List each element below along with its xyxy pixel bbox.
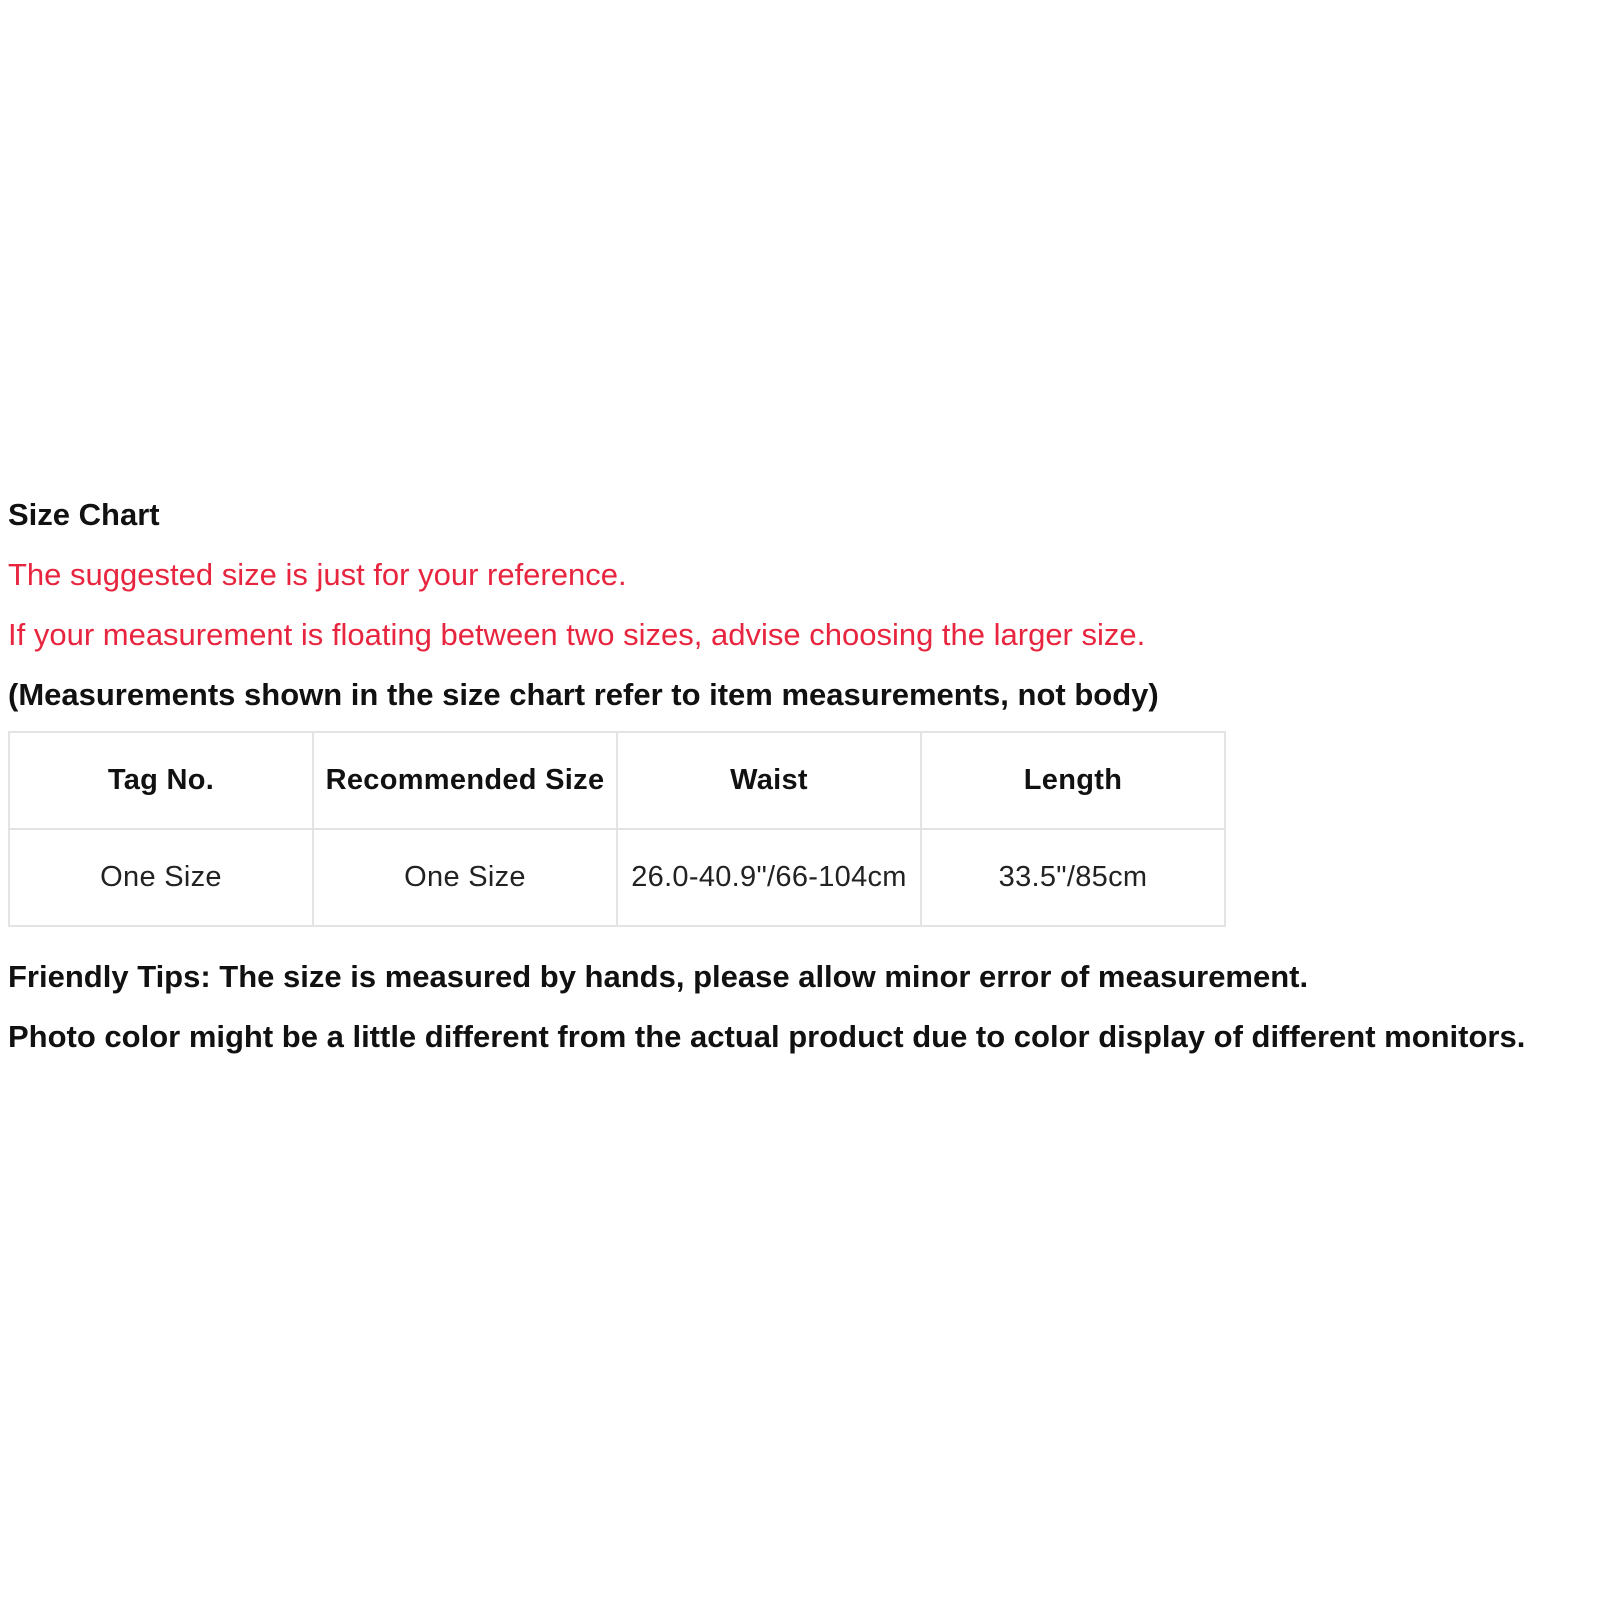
- cell-recommended-size: One Size: [313, 829, 617, 926]
- header-tag-no: Tag No.: [9, 732, 313, 829]
- table-row: [9, 829, 1225, 926]
- size-chart-section: [8, 497, 1598, 1067]
- photo-color-note: Photo color might be a little different from the actual product due to color display of different monitors.: [8, 1019, 1526, 1054]
- header-length: Length: [921, 732, 1225, 829]
- header-recommended-size: Recommended Size: [313, 732, 617, 829]
- measurement-basis-note: (Measurements shown in the size chart refer to item measurements, not body): [8, 677, 1159, 712]
- cell-waist: 26.0-40.9"/66-104cm: [617, 829, 921, 926]
- cell-length: 33.5"/85cm: [921, 829, 1225, 926]
- header-waist: Waist: [617, 732, 921, 829]
- friendly-tips-note: Friendly Tips: The size is measured by hands, please allow minor error of measurement.: [8, 959, 1309, 994]
- page-title: Size Chart: [8, 497, 160, 532]
- size-table: [8, 731, 1226, 927]
- reference-note: The suggested size is just for your reference.: [8, 557, 627, 592]
- cell-tag-no: One Size: [9, 829, 313, 926]
- table-header-row: [9, 732, 1225, 829]
- size-advice-note: If your measurement is floating between two sizes, advise choosing the larger size.: [8, 617, 1146, 652]
